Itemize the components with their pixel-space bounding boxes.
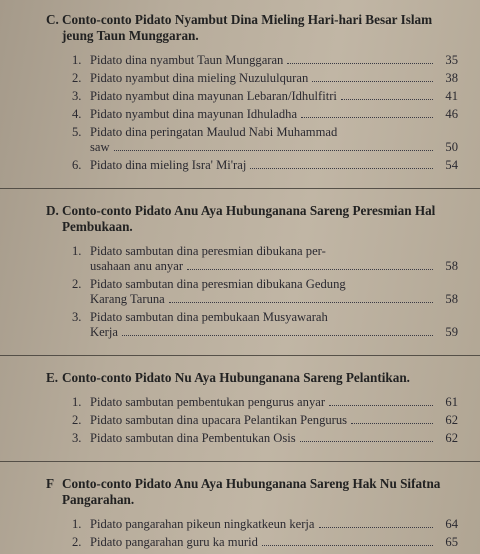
- section-divider: [0, 461, 480, 462]
- leader-dots: [341, 99, 433, 100]
- toc-section: [46, 476, 458, 550]
- entry-title-line1: Pidato sambutan dina peresmian dibukana per-: [90, 244, 326, 258]
- entry-body: [90, 277, 458, 307]
- entry-body: [90, 125, 458, 155]
- entry-continuation: [90, 140, 458, 155]
- section-heading: [46, 476, 458, 508]
- entry-title: Pidato sambutan dina upacara Pelantikan Pengurus: [90, 413, 348, 427]
- toc-items: [72, 53, 458, 173]
- entry-title: Pidato sambutan pembentukan pengurus anyar: [90, 395, 326, 409]
- entry-continuation: [90, 292, 458, 307]
- entry-number: 1.: [72, 395, 82, 409]
- entry-body: [90, 310, 458, 340]
- page-number: 62: [445, 431, 458, 445]
- entry-number: 5.: [72, 125, 82, 139]
- entry-title-line2: usahaan anu anyar: [90, 259, 184, 273]
- entry-number: 6.: [72, 158, 82, 172]
- toc-entry: [72, 517, 458, 532]
- toc-entry: [72, 107, 458, 122]
- leader-dots: [351, 423, 433, 424]
- entry-body: [90, 413, 458, 428]
- entry-title: Pidato pangarahan pikeun ningkatkeun kerja: [90, 517, 315, 531]
- leader-dots: [329, 405, 433, 406]
- entry-title: Pidato nyambut dina mayunan Lebaran/Idhulfitri: [90, 89, 337, 103]
- entry-title: Pidato nyambut dina mieling Nuzululquran: [90, 71, 309, 85]
- entry-number: 4.: [72, 107, 82, 121]
- toc-entry: [72, 89, 458, 104]
- leader-dots: [169, 302, 433, 303]
- page-number: 65: [445, 535, 458, 549]
- page-number: 54: [445, 158, 458, 172]
- entry-number: 1.: [72, 244, 82, 258]
- section-title: Conto-conto Pidato Anu Aya Hubunganana Sareng Hak Nu Sifatna Pangarahan.: [62, 476, 441, 507]
- toc-entry: [72, 53, 458, 68]
- entry-number: 3.: [72, 310, 82, 324]
- entry-title: Pidato dina mieling Isra' Mi'raj: [90, 158, 247, 172]
- toc-section: [46, 12, 458, 173]
- entry-title-line2: saw: [90, 140, 110, 154]
- toc-entry: [72, 413, 458, 428]
- entry-title-line2: Karang Taruna: [90, 292, 165, 306]
- leader-dots: [122, 335, 433, 336]
- page-number: 62: [445, 413, 458, 427]
- entry-body: [90, 395, 458, 410]
- toc-section: [46, 203, 458, 340]
- leader-dots: [187, 269, 433, 270]
- toc-entry: [72, 125, 458, 155]
- entry-body: [90, 71, 458, 86]
- leader-dots: [319, 527, 433, 528]
- entry-title: Pidato nyambut dina mayunan Idhuladha: [90, 107, 298, 121]
- entry-body: [90, 107, 458, 122]
- toc-entry: [72, 310, 458, 340]
- section-divider: [0, 188, 480, 189]
- section-letter: E.: [46, 370, 59, 385]
- table-of-contents: [36, 12, 458, 550]
- toc-entry: [72, 431, 458, 446]
- leader-dots: [301, 117, 433, 118]
- leader-dots: [287, 63, 433, 64]
- entry-body: [90, 431, 458, 446]
- page-number: 64: [445, 517, 458, 531]
- entry-title-line1: Pidato dina peringatan Maulud Nabi Muhammad: [90, 125, 338, 139]
- entry-number: 3.: [72, 89, 82, 103]
- page-number: 50: [445, 140, 458, 154]
- entry-continuation: [90, 259, 458, 274]
- toc-items: [72, 395, 458, 446]
- section-title: Conto-conto Pidato Anu Aya Hubunganana Sareng Peresmian Hal Pembukaan.: [62, 203, 436, 234]
- toc-entry: [72, 71, 458, 86]
- leader-dots: [250, 168, 433, 169]
- leader-dots: [262, 545, 433, 546]
- page-number: 61: [445, 395, 458, 409]
- entry-number: 2.: [72, 413, 82, 427]
- toc-entry: [72, 535, 458, 550]
- section-heading: [46, 203, 458, 235]
- entry-title-line2: Kerja: [90, 325, 118, 339]
- toc-entry: [72, 244, 458, 274]
- section-heading: [46, 12, 458, 44]
- entry-body: [90, 158, 458, 173]
- entry-number: 1.: [72, 517, 82, 531]
- entry-title: Pidato sambutan dina Pembentukan Osis: [90, 431, 296, 445]
- toc-items: [72, 517, 458, 550]
- entry-title: Pidato pangarahan guru ka murid: [90, 535, 258, 549]
- toc-section: [46, 370, 458, 446]
- entry-title: Pidato dina nyambut Taun Munggaran: [90, 53, 284, 67]
- entry-number: 2.: [72, 535, 82, 549]
- entry-body: [90, 535, 458, 550]
- section-divider: [0, 355, 480, 356]
- section-letter: D.: [46, 203, 59, 218]
- leader-dots: [312, 81, 433, 82]
- section-letter: C.: [46, 12, 59, 27]
- entry-number: 2.: [72, 71, 82, 85]
- entry-body: [90, 517, 458, 532]
- page-number: 41: [445, 89, 458, 103]
- entry-body: [90, 244, 458, 274]
- leader-dots: [114, 150, 433, 151]
- page-number: 38: [445, 71, 458, 85]
- page-number: 58: [445, 292, 458, 306]
- toc-entry: [72, 158, 458, 173]
- section-letter: F: [46, 476, 55, 491]
- entry-number: 1.: [72, 53, 82, 67]
- page-number: 58: [445, 259, 458, 273]
- page-number: 46: [445, 107, 458, 121]
- entry-body: [90, 89, 458, 104]
- entry-number: 3.: [72, 431, 82, 445]
- entry-body: [90, 53, 458, 68]
- leader-dots: [300, 441, 433, 442]
- toc-entry: [72, 395, 458, 410]
- section-title: Conto-conto Pidato Nu Aya Hubunganana Sareng Pelantikan.: [62, 370, 410, 385]
- entry-title-line1: Pidato sambutan dina peresmian dibukana Gedung: [90, 277, 346, 291]
- section-title: Conto-conto Pidato Nyambut Dina Mieling Hari-hari Besar Islam jeung Taun Munggaran.: [62, 12, 433, 43]
- entry-continuation: [90, 325, 458, 340]
- section-heading: [46, 370, 458, 386]
- entry-title-line1: Pidato sambutan dina pembukaan Musyawarah: [90, 310, 328, 324]
- toc-items: [72, 244, 458, 340]
- entry-number: 2.: [72, 277, 82, 291]
- page-number: 59: [445, 325, 458, 339]
- toc-entry: [72, 277, 458, 307]
- page-number: 35: [445, 53, 458, 67]
